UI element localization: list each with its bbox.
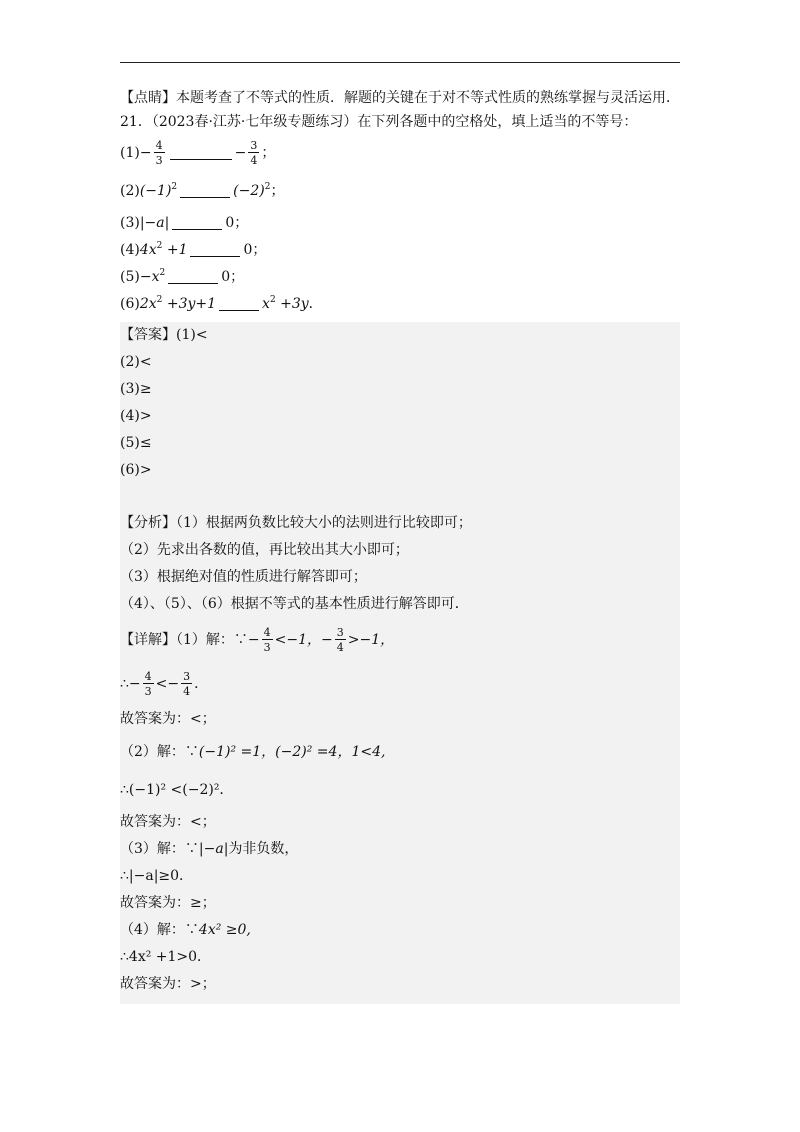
question-item-3: (3)|−a| 0；	[120, 215, 249, 231]
answer-line-1: 【答案】(1)<	[120, 327, 208, 343]
question-item-6: $(6)2x^2 +3y+1$ $x^2 +3y$．	[120, 295, 323, 312]
answer-line-3: (3)≥	[120, 381, 152, 397]
detail-line-1: 【详解】（1）解：∵− $\frac{4}{3}$ <−1，− $\frac{3}{4}$ >−1，	[120, 626, 395, 654]
analysis-line-3: （3）根据绝对值的性质进行解答即可；	[120, 569, 367, 585]
detail-conclusion-1: ∴− $\frac{4}{3}$ <− $\frac{3}{4}$ ．	[120, 670, 209, 698]
answer-blank[interactable]	[170, 158, 232, 160]
fraction: $\frac{3}{4}$	[183, 670, 191, 698]
analysis-line-4: （4）、（5）、（6）根据不等式的基本性质进行解答即可．	[120, 596, 469, 612]
answer-line-4: (4)>	[120, 408, 152, 424]
question-item-5: $(5)-x^2$ 0；	[120, 268, 245, 285]
detail-answer-1: 故答案为：<；	[120, 711, 216, 727]
detail-conclusion-3: ∴|−a|≥0．	[120, 868, 194, 884]
detail-line-3: （3）解：∵|−a|为非负数，	[120, 841, 299, 857]
answer-blank[interactable]	[190, 255, 240, 257]
question-header: 21．（2023春·江苏·七年级专题练习）在下列各题中的空格处，填上适当的不等号：	[120, 114, 638, 130]
solution-block	[120, 322, 680, 1004]
answer-blank[interactable]	[219, 309, 259, 311]
fraction: $\frac{3}{4}$	[336, 626, 344, 654]
detail-conclusion-4: ∴4x² +1>0．	[120, 949, 212, 965]
fraction: $\frac{4}{3}$	[144, 670, 152, 698]
fraction: $\frac{4}{3}$	[263, 626, 271, 654]
fraction: $\frac{4}{3}$	[155, 139, 163, 167]
question-item-4: $(4)4x^2 +1$ 0；	[120, 241, 267, 258]
answer-line-5: (5)≤	[120, 435, 152, 451]
document-page	[120, 86, 680, 1004]
detail-line-4: （4）解：∵4x² ≥0,	[120, 922, 251, 938]
top-rule	[120, 62, 680, 63]
question-item-1: (1)− $\frac{4}{3}$ − $\frac{3}{4}$ ；	[120, 139, 276, 167]
detail-answer-2: 故答案为：<；	[120, 814, 216, 830]
question-item-2: $(2)(-1)^2$ $(-2)^2$；	[120, 182, 285, 199]
detail-answer-4: 故答案为：>；	[120, 976, 216, 992]
answer-line-2: (2)<	[120, 354, 152, 370]
fraction: $\frac{3}{4}$	[250, 139, 258, 167]
answer-blank[interactable]	[168, 282, 218, 284]
analysis-line-1: 【分析】（1）根据两负数比较大小的法则进行比较即可；	[120, 515, 472, 531]
analysis-line-2: （2）先求出各数的值，再比较出其大小即可；	[120, 542, 409, 558]
answer-blank[interactable]	[180, 196, 230, 198]
detail-line-2: （2）解：∵(−1)² =1，(−2)² =4，1<4,	[120, 744, 386, 760]
detail-conclusion-2: ∴(−1)² <(−2)²．	[120, 782, 234, 798]
detail-answer-3: 故答案为：≥；	[120, 895, 216, 911]
answer-blank[interactable]	[172, 228, 222, 230]
answer-line-6: (6)>	[120, 462, 152, 478]
note-line: 【点睛】本题考查了不等式的性质．解题的关键在于对不等式性质的熟练掌握与灵活运用．	[120, 90, 680, 106]
